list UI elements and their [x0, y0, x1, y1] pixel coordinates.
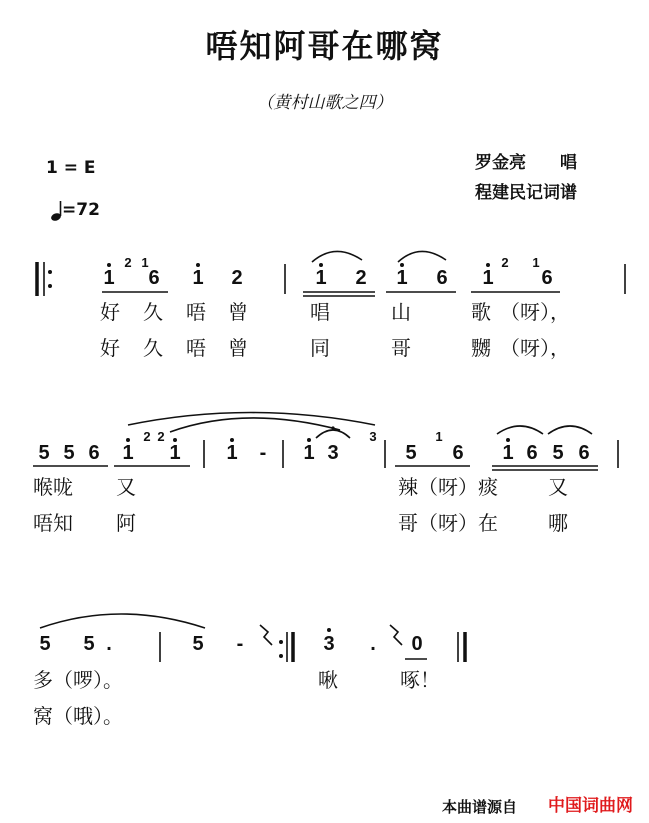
note: 2: [231, 267, 243, 289]
recorder-credit: 程建民记词谱: [475, 183, 577, 203]
note: 5: [552, 442, 564, 464]
note: 1: [502, 442, 514, 464]
repeat-dot: [48, 284, 52, 288]
note: 1: [169, 442, 181, 464]
note: 2: [355, 267, 367, 289]
grace-note: 1: [435, 429, 443, 444]
grace-note: 2: [501, 255, 509, 270]
lyric: 啾: [318, 668, 338, 692]
octave-dot: [331, 426, 334, 429]
lyric: 久: [143, 336, 163, 360]
octave-dot: [319, 263, 323, 267]
lyric: 哪: [548, 511, 568, 535]
rest: 0: [411, 633, 423, 655]
dash: -: [259, 442, 267, 464]
lyric: 唔知: [33, 511, 73, 535]
footer-site-link[interactable]: 中国词曲网: [548, 796, 633, 816]
lyric: 又: [116, 475, 136, 499]
octave-dot: [126, 438, 130, 442]
note: 3: [323, 633, 335, 655]
lyric: 窝（哦）。: [33, 704, 123, 728]
octave-dot: [230, 438, 234, 442]
glissando: [260, 625, 272, 645]
repeat-dot: [48, 270, 52, 274]
lyric: 啄！: [400, 668, 440, 692]
note: 1: [122, 442, 134, 464]
glissando: [390, 625, 402, 645]
note: 1: [396, 267, 408, 289]
lyric: 嬲: [471, 336, 491, 360]
octave-dot: [327, 628, 331, 632]
octave-dot: [400, 263, 404, 267]
fermata: [316, 430, 350, 438]
grace-note: 2: [143, 429, 151, 444]
dash: -: [236, 633, 244, 655]
lyric: 好: [100, 300, 120, 324]
lyric: 喉咙: [33, 475, 73, 499]
lyric: 唔: [186, 336, 206, 360]
slur: [548, 426, 592, 434]
octave-dot: [107, 263, 111, 267]
grace-note: 3: [369, 429, 377, 444]
lyric: 多（啰）。: [33, 668, 123, 692]
slur: [170, 418, 340, 432]
grace-note: 1: [532, 255, 540, 270]
note: 5: [63, 442, 75, 464]
lyric: 阿: [116, 511, 136, 535]
grace-note: 2: [124, 255, 132, 270]
lyric: （呀），: [500, 300, 570, 324]
lyric: 曾: [228, 336, 248, 360]
lyric: （呀），: [500, 336, 570, 360]
lyric: 同: [310, 336, 330, 360]
lyric: 久: [143, 300, 163, 324]
note: 3: [327, 442, 339, 464]
grace-note: 1: [141, 255, 149, 270]
octave-dot: [173, 438, 177, 442]
note: 5: [39, 633, 51, 655]
slur: [40, 614, 205, 628]
octave-dot: [486, 263, 490, 267]
note: 5: [405, 442, 417, 464]
note: 1: [103, 267, 115, 289]
slur: [312, 251, 362, 262]
note: 1: [315, 267, 327, 289]
lyric: 山: [391, 300, 411, 324]
note: 6: [148, 267, 160, 289]
note: 6: [436, 267, 448, 289]
note: 1: [482, 267, 494, 289]
note: 6: [541, 267, 553, 289]
note: 1: [192, 267, 204, 289]
singer-credit: 罗金亮 唱: [475, 153, 577, 173]
note: 5: [38, 442, 50, 464]
lyric: 唔: [186, 300, 206, 324]
note: 5: [192, 633, 204, 655]
note: 1: [303, 442, 315, 464]
lyric: 唱: [310, 300, 330, 324]
note: 6: [578, 442, 590, 464]
grace-note: 2: [157, 429, 165, 444]
repeat-dot: [279, 654, 283, 658]
page-title: 唔知阿哥在哪窝: [205, 27, 444, 65]
note: 5: [83, 633, 95, 655]
note: 6: [526, 442, 538, 464]
key-signature: 1 = E: [46, 158, 96, 178]
lyric: 曾: [228, 300, 248, 324]
tempo-value: =72: [62, 200, 100, 220]
note: 6: [88, 442, 100, 464]
slur: [398, 251, 446, 262]
page-subtitle: （黄村山歌之四）: [256, 93, 393, 113]
augmentation-dot: .: [106, 633, 112, 655]
lyric: 好: [100, 336, 120, 360]
slur: [497, 426, 543, 434]
lyric: 哥（呀）在: [398, 511, 498, 535]
repeat-dot: [279, 640, 283, 644]
lyric: 辣（呀）痰: [398, 475, 498, 499]
octave-dot: [196, 263, 200, 267]
note: 6: [452, 442, 464, 464]
footer-source: 本曲谱源自: [442, 798, 518, 816]
lyric: 又: [548, 475, 568, 499]
lyric: 哥: [391, 336, 411, 360]
augmentation-dot: .: [370, 633, 376, 655]
lyric: 歌: [471, 300, 491, 324]
note: 1: [226, 442, 238, 464]
octave-dot: [506, 438, 510, 442]
octave-dot: [307, 438, 311, 442]
